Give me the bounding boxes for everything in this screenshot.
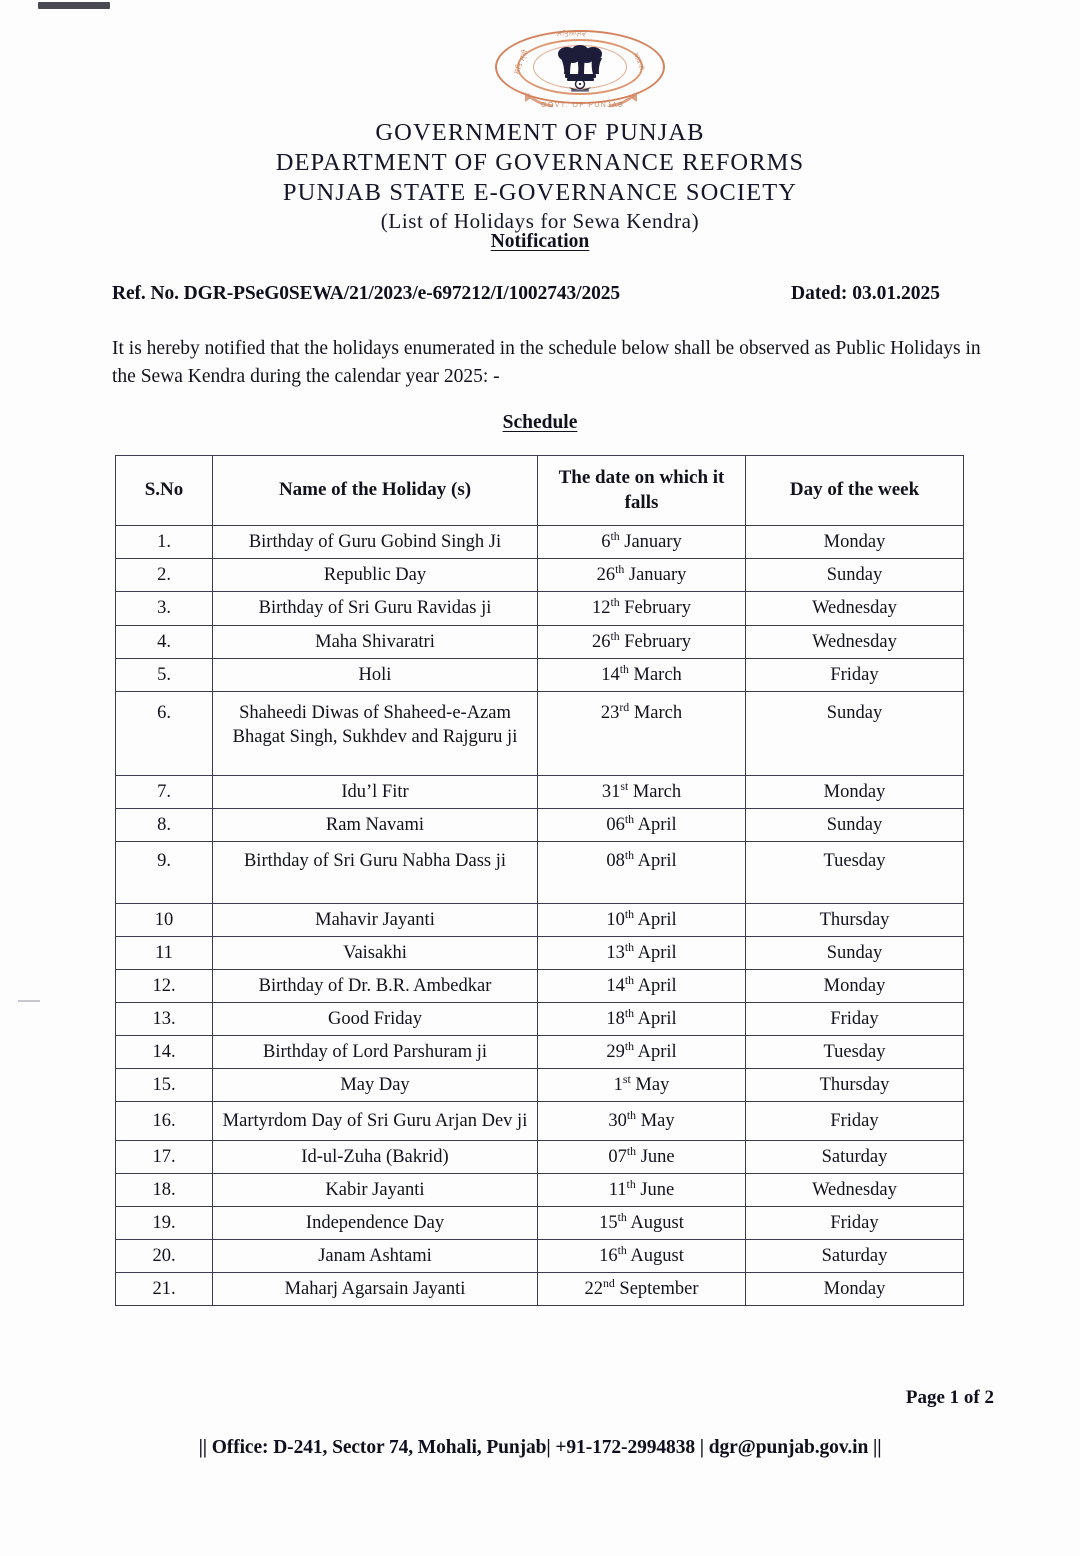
cell-date: 6th January — [538, 526, 746, 559]
cell-sno: 8. — [116, 808, 213, 841]
cell-holiday-name: Shaheedi Diwas of Shaheed-e-Azam Bhagat Singh, Sukhdev and Rajguru ji — [213, 691, 538, 775]
cell-weekday: Wednesday — [746, 625, 964, 658]
table-row — [116, 1002, 964, 1035]
cell-date: 10th April — [538, 903, 746, 936]
cell-date: 30th May — [538, 1102, 746, 1141]
reference-number: Ref. No. DGR-PSeG0SEWA/21/2023/e-697212/I/1002743/2025 — [112, 283, 621, 304]
cell-date: 08th April — [538, 841, 746, 903]
cell-date: 07th June — [538, 1141, 746, 1174]
office-contact-footer: || Office: D-241, Sector 74, Mohali, Punjab| +91-172-2994838 | dgr@punjab.gov.in || — [198, 1437, 882, 1458]
table-row — [116, 1036, 964, 1069]
column-header-date: The date on which it falls — [538, 456, 746, 526]
cell-holiday-name: Holi — [213, 658, 538, 691]
cell-holiday-name: Independence Day — [213, 1207, 538, 1240]
cell-weekday: Monday — [746, 969, 964, 1002]
column-header-name: Name of the Holiday (s) — [213, 456, 538, 526]
cell-weekday: Wednesday — [746, 1174, 964, 1207]
cell-holiday-name: Vaisakhi — [213, 936, 538, 969]
cell-weekday: Sunday — [746, 936, 964, 969]
cell-weekday: Monday — [746, 775, 964, 808]
table-row — [116, 775, 964, 808]
table-row — [116, 526, 964, 559]
document-date: Dated: 03.01.2025 — [791, 283, 940, 304]
cell-date: 26th January — [538, 559, 746, 592]
cell-date: 31st March — [538, 775, 746, 808]
cell-holiday-name: Birthday of Sri Guru Ravidas ji — [213, 592, 538, 625]
table-row — [116, 1207, 964, 1240]
page-number: Page 1 of 2 — [905, 1387, 994, 1408]
table-row — [116, 625, 964, 658]
cell-weekday: Sunday — [746, 808, 964, 841]
cell-sno: 15. — [116, 1069, 213, 1102]
cell-sno: 2. — [116, 559, 213, 592]
cell-holiday-name: Kabir Jayanti — [213, 1174, 538, 1207]
cell-holiday-name: Birthday of Sri Guru Nabha Dass ji — [213, 841, 538, 903]
cell-sno: 6. — [116, 691, 213, 775]
cell-sno: 20. — [116, 1240, 213, 1273]
header-line-government: GOVERNMENT OF PUNJAB — [375, 119, 705, 146]
cell-date: 14th March — [538, 658, 746, 691]
cell-weekday: Monday — [746, 1273, 964, 1306]
holiday-schedule-table-wrapper — [115, 455, 963, 1306]
table-row — [116, 1069, 964, 1102]
table-row — [116, 1273, 964, 1306]
notification-heading: Notification — [490, 231, 590, 252]
header-line-department: DEPARTMENT OF GOVERNANCE REFORMS — [275, 148, 805, 176]
table-row — [116, 1141, 964, 1174]
table-row — [116, 1240, 964, 1273]
cell-weekday: Saturday — [746, 1240, 964, 1273]
cell-sno: 5. — [116, 658, 213, 691]
emblem-arc-left-text: ਸਤਿ ਸ੍ਰੀ — [513, 48, 530, 76]
table-row — [116, 559, 964, 592]
cell-holiday-name: Ram Navami — [213, 808, 538, 841]
cell-holiday-name: Good Friday — [213, 1002, 538, 1035]
cell-sno: 21. — [116, 1273, 213, 1306]
cell-sno: 17. — [116, 1141, 213, 1174]
cell-weekday: Wednesday — [746, 592, 964, 625]
cell-weekday: Sunday — [746, 691, 964, 775]
cell-sno: 14. — [116, 1036, 213, 1069]
table-row — [116, 592, 964, 625]
cell-weekday: Friday — [746, 1207, 964, 1240]
cell-date: 11th June — [538, 1174, 746, 1207]
table-row — [116, 969, 964, 1002]
emblem-arc-right-text: ਅਕਾਲ — [631, 51, 646, 72]
cell-sno: 11 — [116, 936, 213, 969]
cell-holiday-name: Maharj Agarsain Jayanti — [213, 1273, 538, 1306]
cell-date: 23rd March — [538, 691, 746, 775]
cell-date: 16th August — [538, 1240, 746, 1273]
cell-holiday-name: Janam Ashtami — [213, 1240, 538, 1273]
ashoka-lion-capital-icon — [547, 44, 613, 94]
cell-holiday-name: Birthday of Guru Gobind Singh Ji — [213, 526, 538, 559]
cell-date: 12th February — [538, 592, 746, 625]
cell-sno: 13. — [116, 1002, 213, 1035]
cell-holiday-name: Birthday of Dr. B.R. Ambedkar — [213, 969, 538, 1002]
cell-sno: 19. — [116, 1207, 213, 1240]
cell-weekday: Sunday — [746, 559, 964, 592]
cell-weekday: Friday — [746, 1002, 964, 1035]
cell-date: 18th April — [538, 1002, 746, 1035]
table-row — [116, 658, 964, 691]
cell-holiday-name: May Day — [213, 1069, 538, 1102]
cell-weekday: Tuesday — [746, 841, 964, 903]
cell-date: 14th April — [538, 969, 746, 1002]
scan-artifact-left-mark — [18, 1000, 40, 1002]
document-header — [0, 118, 1080, 234]
cell-date: 15th August — [538, 1207, 746, 1240]
scan-artifact-top-bar — [38, 2, 110, 9]
emblem-arc-top-text: ਸਤਿਆਮੇਵ — [557, 31, 587, 38]
table-row — [116, 1174, 964, 1207]
cell-weekday: Friday — [746, 658, 964, 691]
cell-weekday: Saturday — [746, 1141, 964, 1174]
cell-weekday: Friday — [746, 1102, 964, 1141]
table-row — [116, 841, 964, 903]
table-row — [116, 903, 964, 936]
table-row — [116, 936, 964, 969]
table-row — [116, 691, 964, 775]
cell-date: 1st May — [538, 1069, 746, 1102]
cell-sno: 4. — [116, 625, 213, 658]
column-header-weekday: Day of the week — [746, 456, 964, 526]
table-header-row — [116, 456, 964, 526]
punjab-government-emblem — [489, 28, 671, 114]
reference-line — [112, 283, 968, 305]
cell-holiday-name: Maha Shivaratri — [213, 625, 538, 658]
cell-date: 29th April — [538, 1036, 746, 1069]
holiday-table-body — [116, 526, 964, 1306]
emblem-ribbon-text: GOVT. OF PUNJAB — [541, 102, 625, 109]
cell-weekday: Tuesday — [746, 1036, 964, 1069]
cell-sno: 3. — [116, 592, 213, 625]
cell-weekday: Thursday — [746, 1069, 964, 1102]
table-row — [116, 808, 964, 841]
cell-date: 06th April — [538, 808, 746, 841]
cell-sno: 18. — [116, 1174, 213, 1207]
header-line-subtitle: (List of Holidays for Sewa Kendra) — [380, 208, 700, 233]
cell-sno: 7. — [116, 775, 213, 808]
cell-sno: 10 — [116, 903, 213, 936]
cell-date: 13th April — [538, 936, 746, 969]
holiday-schedule-table — [115, 455, 964, 1306]
cell-sno: 16. — [116, 1102, 213, 1141]
notification-body-paragraph: It is hereby notified that the holidays enumerated in the schedule below shall be observed as Public Holidays in the Sewa Kendra during the calendar year 2025: - — [112, 338, 981, 387]
cell-holiday-name: Id-ul-Zuha (Bakrid) — [213, 1141, 538, 1174]
cell-sno: 9. — [116, 841, 213, 903]
cell-holiday-name: Republic Day — [213, 559, 538, 592]
cell-holiday-name: Martyrdom Day of Sri Guru Arjan Dev ji — [213, 1102, 538, 1141]
cell-holiday-name: Idu’l Fitr — [213, 775, 538, 808]
cell-holiday-name: Birthday of Lord Parshuram ji — [213, 1036, 538, 1069]
cell-sno: 12. — [116, 969, 213, 1002]
column-header-sno: S.No — [116, 456, 213, 526]
cell-date: 22nd September — [538, 1273, 746, 1306]
cell-weekday: Monday — [746, 526, 964, 559]
table-row — [116, 1102, 964, 1141]
cell-date: 26th February — [538, 625, 746, 658]
schedule-heading: Schedule — [502, 412, 578, 433]
header-line-society: PUNJAB STATE E-GOVERNANCE SOCIETY — [282, 178, 798, 206]
cell-sno: 1. — [116, 526, 213, 559]
cell-weekday: Thursday — [746, 903, 964, 936]
cell-holiday-name: Mahavir Jayanti — [213, 903, 538, 936]
